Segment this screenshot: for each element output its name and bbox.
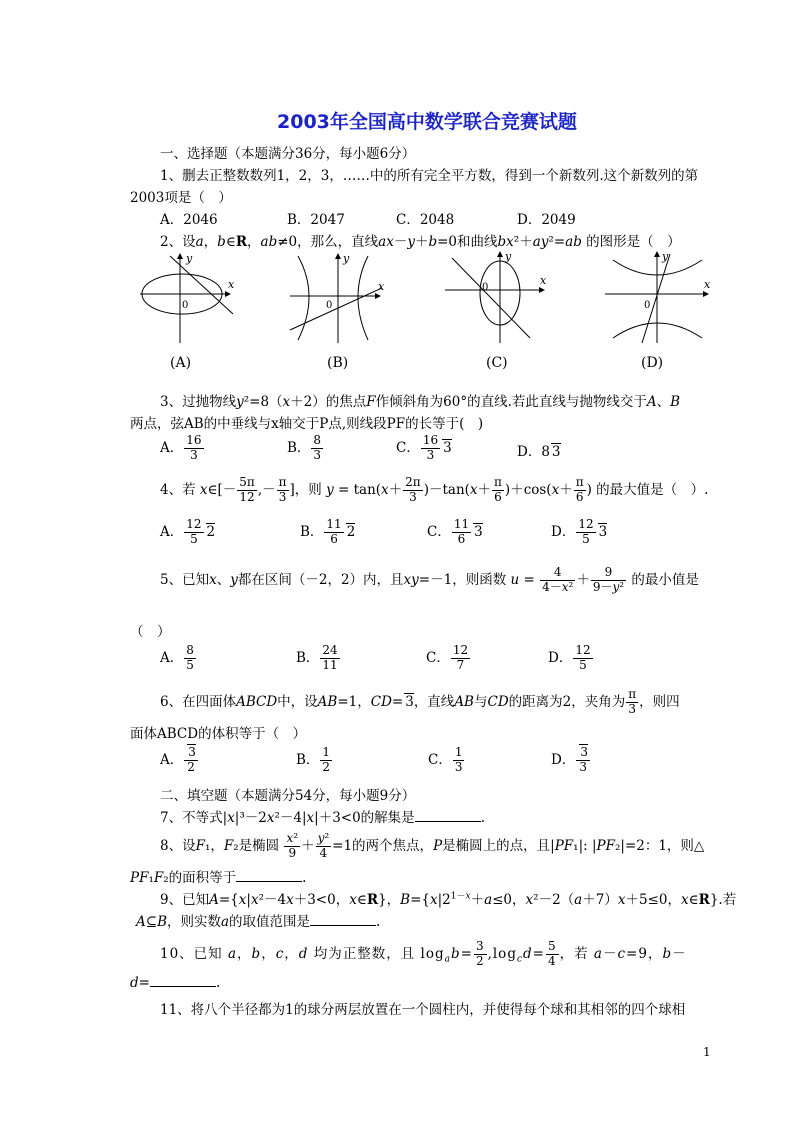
- svg-text:x: x: [540, 274, 547, 287]
- question-6-option-c: C． $\frac{1}{3}$: [428, 745, 463, 774]
- figure-b: [290, 252, 385, 343]
- question-3-line1: 3、过抛物线y²=8（x＋2）的焦点F作倾斜角为60°的直线.若此直线与抛物线交于A、B: [160, 394, 681, 410]
- question-3-line2: 两点，弦AB的中垂线与x轴交于P点,则线段PF的长等于( ): [130, 416, 484, 432]
- svg-text:0: 0: [182, 300, 189, 311]
- question-2-line1: 2、设a，b∈R，ab≠0，那么，直线ax－y＋b=0和曲线bx²＋ay²=ab 的图形是（ ）: [160, 234, 681, 250]
- question-5-option-c: C． $\frac{12}{7}$: [426, 643, 469, 672]
- figure-label-d: (D): [641, 355, 664, 371]
- svg-text:y: y: [662, 250, 669, 263]
- figure-label-a: (A): [170, 355, 192, 371]
- svg-text:y: y: [505, 250, 512, 263]
- question-1-option-a: A．2046: [160, 212, 218, 228]
- question-6-option-b: B． $\frac{1}{2}$: [296, 745, 331, 774]
- svg-text:0: 0: [482, 282, 489, 293]
- question-5-option-d: D． $\frac{12}{5}$: [548, 643, 591, 672]
- svg-text:y: y: [343, 252, 350, 265]
- question-10-line2: d= .: [130, 975, 221, 991]
- question-6-option-a: A． $\frac{3}{2}$: [160, 745, 196, 774]
- figure-label-c: (C): [486, 355, 508, 371]
- question-1-option-d: D．2049: [517, 212, 576, 228]
- question-10-line1: 10、已知 a，b，c，d 均为正整数，且 $\log_ab=$ $\frac{3}{2}$ $,\log_cd=$ $\frac{5}{4}$ ，若 a－c=9，b－: [160, 939, 687, 968]
- question-5-line2: （ ）: [130, 624, 171, 640]
- page-number: 1: [703, 1045, 711, 1059]
- figure-c: [445, 250, 547, 343]
- svg-text:x: x: [228, 278, 235, 291]
- question-4-option-a: A． $\frac{12}{5}$ 2: [160, 517, 216, 546]
- question-2-tail: 的图形是（ ）: [586, 234, 681, 250]
- question-9-line1: 9、已知A={x|x²－4x＋3<0，x∈R}，$B=\{x|2^{1-x}+a\le 0$，x²－2（a＋7）x＋5≤0，x∈R}.若: [160, 891, 737, 908]
- question-3-option-b: B． $\frac{8}{3}$: [287, 433, 322, 462]
- question-1-line2: 2003项是（ ）: [130, 190, 232, 206]
- question-6-line2: 面体ABCD的体积等于（ ）: [130, 726, 307, 742]
- question-1-option-b: B．2047: [287, 212, 345, 228]
- question-5-option-b: B． $\frac{24}{11}$: [296, 643, 338, 672]
- svg-text:0: 0: [326, 300, 333, 311]
- question-5-line1: 5、已知x、y都在区间（－2，2）内，且xy=－1，则函数 u = $\frac{4}{\text{4－x²}}$ ＋ $\frac{9}{\text{9－y²}}$ 的最小值是: [160, 565, 699, 594]
- figure-d: [605, 250, 711, 343]
- question-8-line1: 8、设F₁，F₂是椭圆 $\frac{\text{x²}}{9}$ ＋ $\frac{\text{y²}}{4}$ =1的两个焦点，P是椭圆上的点，且|PF₁|: |PF₂|=2：1，则△: [160, 831, 705, 860]
- question-1-option-c: C．2048: [396, 212, 455, 228]
- svg-text:x: x: [378, 280, 385, 293]
- page-title: 2003年全国高中数学联合竞赛试题: [277, 111, 577, 133]
- question-2-figures: [130, 248, 720, 378]
- question-11-line1: 11、将八个半径都为1的球分两层放置在一个圆柱内，并使得每个球和其相邻的四个球相: [160, 1002, 686, 1018]
- question-3-option-a: A． $\frac{16}{3}$: [160, 433, 202, 462]
- question-3-option-c: C． $\frac{16}{3}$ 3: [396, 433, 452, 462]
- question-3-option-d: D．8 3: [517, 444, 561, 460]
- question-8-line2: PF₁F₂的面积等于 .: [130, 870, 307, 886]
- question-7: 7、不等式|x|³－2x²－4|x|＋3<0的解集是 .: [160, 810, 485, 826]
- svg-text:y: y: [186, 252, 193, 265]
- question-9-line2: A⊆B，则实数a的取值范围是 .: [136, 914, 381, 930]
- svg-text:0: 0: [644, 300, 651, 311]
- figure-label-b: (B): [327, 355, 349, 371]
- section-heading-fill: 二、填空题（本题满分54分，每小题9分）: [160, 788, 416, 804]
- question-4-line1: 4、若 x∈[－ $\frac{5\pi}{12}$ ,－ $\frac{\pi}{3}$ ]，则 y = tan(x＋ $\frac{2\pi}{3}$ )－tan(x＋ $\frac{\pi}{6}$ )＋cos(x＋ $\frac{\pi}{6}$ ) 的最大值是（ ）.: [160, 475, 709, 504]
- svg-text:x: x: [704, 278, 711, 291]
- question-8-tail: 的面积等于: [168, 870, 237, 886]
- question-5-option-a: A． $\frac{8}{5}$: [160, 643, 194, 672]
- question-5-tail: 的最小值是: [631, 571, 699, 588]
- question-4-option-b: B． $\frac{11}{6}$ 2: [300, 517, 356, 546]
- question-4-option-d: D． $\frac{12}{5}$ 3: [551, 517, 608, 546]
- question-6-option-d: D． $\frac{3}{3}$: [551, 745, 588, 774]
- question-6-line1: 6、在四面体ABCD中，设AB=1，CD= 3，直线AB与CD的距离为2，夹角为 $\frac{\pi}{3}$ ，则四: [160, 687, 680, 716]
- section-heading-choice: 一、选择题（本题满分36分，每小题6分）: [160, 146, 416, 162]
- question-1-line1: 1、删去正整数数列1，2，3，……中的所有完全平方数，得到一个新数列.这个新数列的第: [160, 168, 699, 184]
- question-4-option-c: C． $\frac{11}{6}$ 3: [427, 517, 483, 546]
- figure-a: [140, 252, 235, 343]
